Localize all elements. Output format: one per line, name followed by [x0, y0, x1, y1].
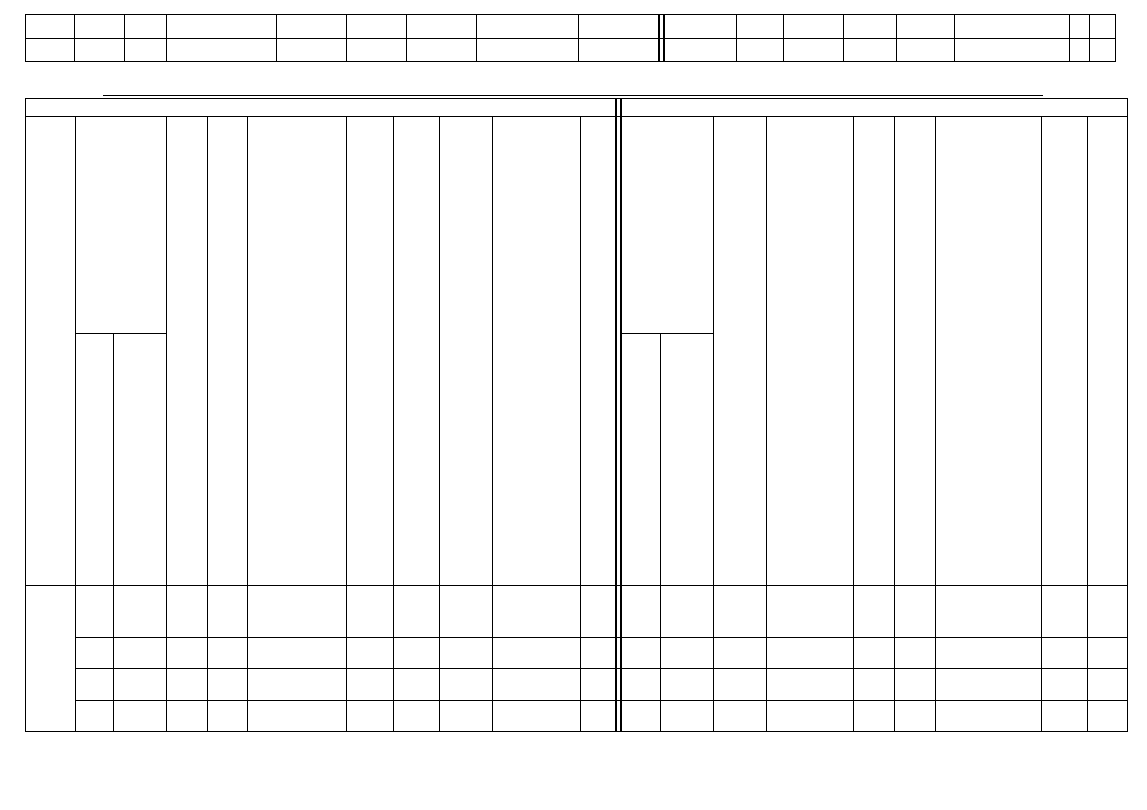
top-table	[25, 14, 1116, 62]
family-id-line	[33, 82, 1123, 98]
family-id-underline	[103, 95, 1043, 96]
